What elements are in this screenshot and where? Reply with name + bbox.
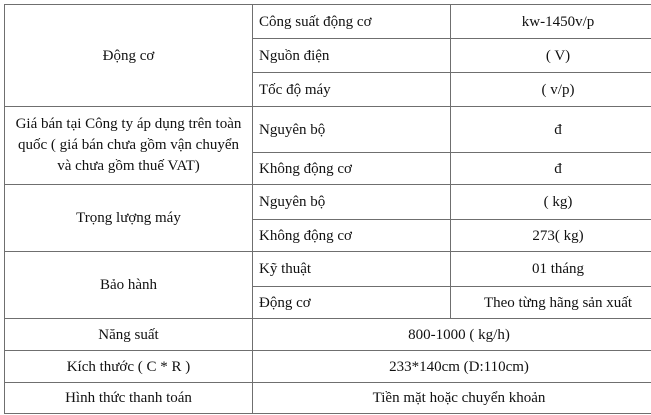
table-row xyxy=(5,5,651,39)
table-row xyxy=(5,351,651,383)
label-power-source: Nguồn điện xyxy=(253,39,451,73)
label-price-full-set: Nguyên bộ xyxy=(253,107,451,153)
group-price: Giá bán tại Công ty áp dụng trên toàn quốc ( giá bán chưa gồm vận chuyển và chưa gồm thuế VAT) xyxy=(5,107,253,185)
label-warranty-technical: Kỹ thuật xyxy=(253,252,451,287)
value-dimensions: 233*140cm (D:110cm) xyxy=(253,351,651,383)
value-warranty-technical: 01 tháng xyxy=(451,252,651,287)
value-capacity: 800-1000 ( kg/h) xyxy=(253,319,651,351)
table-row xyxy=(5,319,651,351)
value-power-source: ( V) xyxy=(451,39,651,73)
label-weight-full-set: Nguyên bộ xyxy=(253,185,451,220)
table-row xyxy=(5,383,651,414)
label-engine-power: Công suất động cơ xyxy=(253,5,451,39)
group-engine: Động cơ xyxy=(5,5,253,107)
value-payment: Tiền mặt hoặc chuyển khoản xyxy=(253,383,651,414)
table-row xyxy=(5,252,651,287)
spec-table xyxy=(4,4,651,414)
value-engine-power: kw-1450v/p xyxy=(451,5,651,39)
label-price-no-engine: Không động cơ xyxy=(253,153,451,185)
label-machine-speed: Tốc độ máy xyxy=(253,73,451,107)
group-warranty: Bảo hành xyxy=(5,252,253,319)
value-weight-no-engine: 273( kg) xyxy=(451,220,651,252)
label-weight-no-engine: Không động cơ xyxy=(253,220,451,252)
value-warranty-engine: Theo từng hãng sản xuất xyxy=(451,287,651,319)
value-price-full-set: đ xyxy=(451,107,651,153)
label-payment: Hình thức thanh toán xyxy=(5,383,253,414)
table-row xyxy=(5,185,651,220)
value-price-no-engine: đ xyxy=(451,153,651,185)
group-weight: Trọng lượng máy xyxy=(5,185,253,252)
label-dimensions: Kích thước ( C * R ) xyxy=(5,351,253,383)
label-capacity: Năng suất xyxy=(5,319,253,351)
value-weight-full-set: ( kg) xyxy=(451,185,651,220)
table-row xyxy=(5,107,651,153)
value-machine-speed: ( v/p) xyxy=(451,73,651,107)
label-warranty-engine: Động cơ xyxy=(253,287,451,319)
